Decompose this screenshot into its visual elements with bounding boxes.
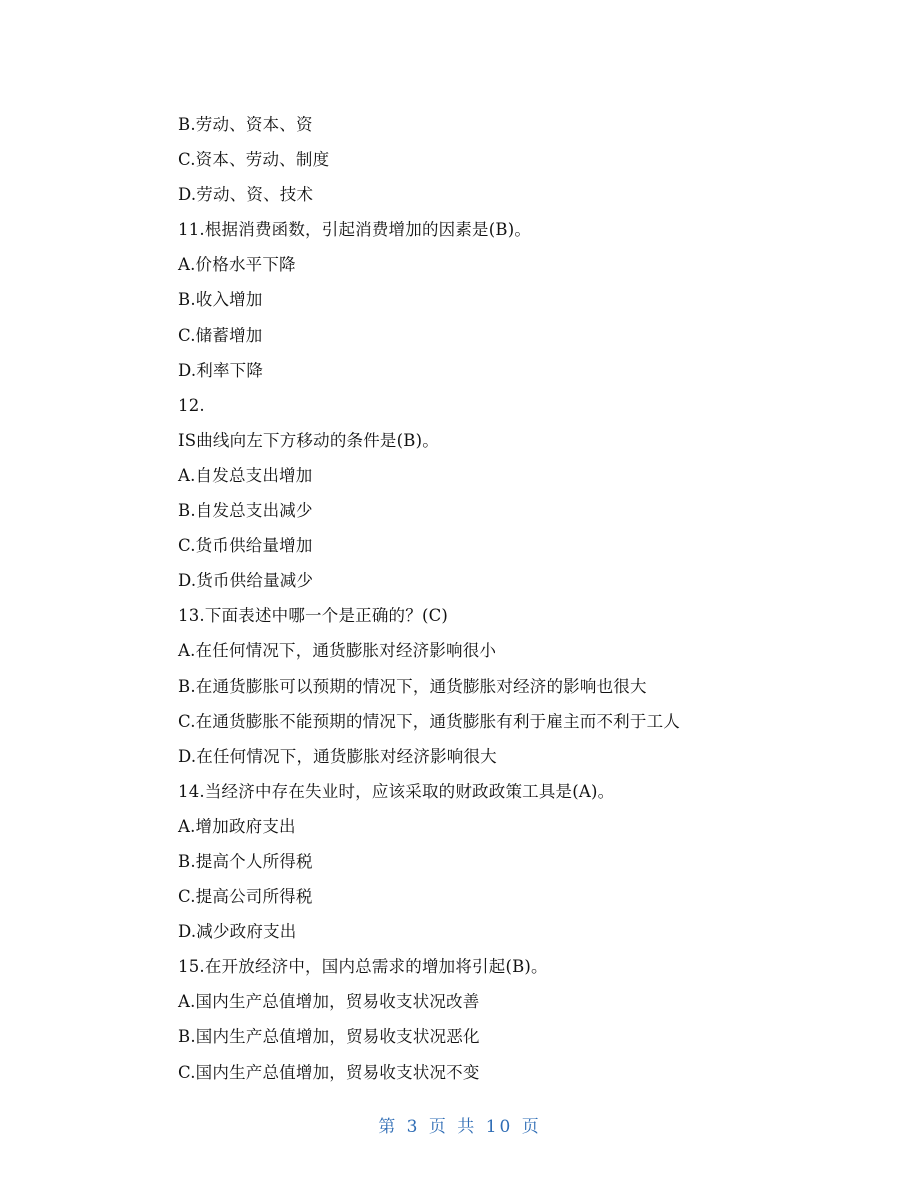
question-line: 13.下面表述中哪一个是正确的？(C) [178, 606, 449, 626]
option-line: D.劳动、资、技术 [178, 185, 314, 205]
option-line: C.储蓄增加 [178, 325, 263, 345]
option-line: A.增加政府支出 [178, 816, 296, 836]
option-line: C.货币供给量增加 [178, 536, 313, 556]
option-line: D.在任何情况下，通货膨胀对经济影响很大 [178, 746, 497, 766]
option-line: A.国内生产总值增加，贸易收支状况改善 [178, 992, 480, 1012]
option-line: C.国内生产总值增加，贸易收支状况不变 [178, 1062, 480, 1082]
option-line: B.提高个人所得税 [178, 851, 313, 871]
option-line: B.劳动、资本、资 [178, 115, 313, 134]
question-number: 12. [178, 395, 205, 415]
option-line: D.货币供给量减少 [178, 571, 314, 591]
option-line: A.价格水平下降 [178, 255, 296, 275]
question-line: IS曲线向左下方移动的条件是(B)。 [178, 430, 439, 450]
question-line: 14.当经济中存在失业时，应该采取的财政政策工具是(A)。 [178, 781, 615, 801]
option-line: D.利率下降 [178, 360, 264, 380]
option-line: B.在通货膨胀可以预期的情况下，通货膨胀对经济的影响也很大 [178, 676, 647, 696]
option-line: C.资本、劳动、制度 [178, 150, 330, 170]
option-line: C.提高公司所得税 [178, 887, 313, 907]
option-line: B.国内生产总值增加，贸易收支状况恶化 [178, 1027, 480, 1047]
page-number-footer: 第 3 页 共 10 页 [378, 1117, 542, 1137]
option-line: B.收入增加 [178, 290, 263, 310]
question-line: 15.在开放经济中，国内总需求的增加将引起(B)。 [178, 957, 548, 977]
option-line: A.自发总支出增加 [178, 465, 313, 485]
option-line: C.在通货膨胀不能预期的情况下，通货膨胀有利于雇主而不利于工人 [178, 711, 680, 731]
option-line: B.自发总支出减少 [178, 501, 313, 521]
option-line: A.在任何情况下，通货膨胀对经济影响很小 [178, 641, 497, 661]
document-body [178, 107, 858, 1090]
option-line: D.减少政府支出 [178, 922, 297, 942]
question-line: 11.根据消费函数，引起消费增加的因素是(B)。 [178, 220, 532, 240]
